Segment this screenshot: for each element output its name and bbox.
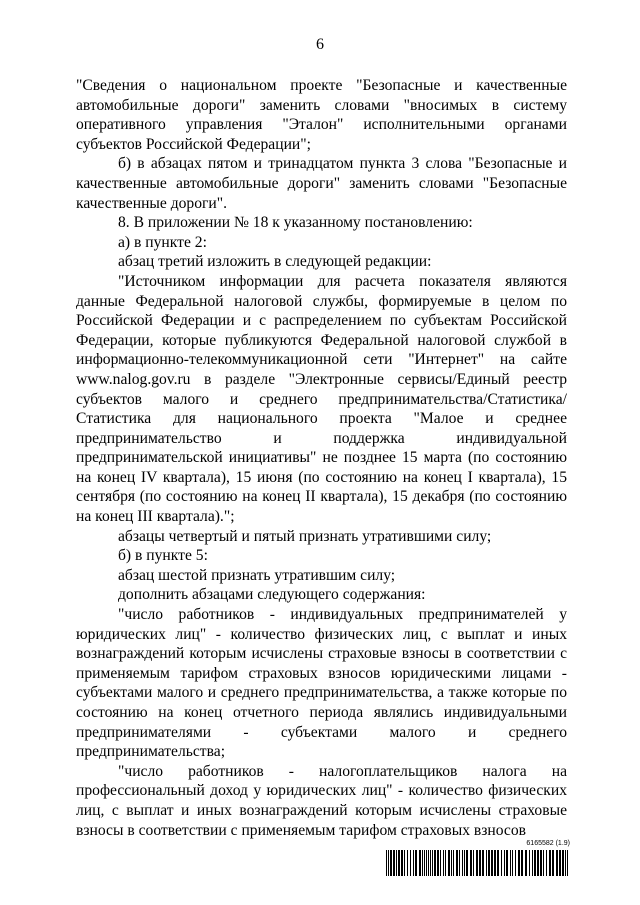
paragraph: абзац шестой признать утратившим силу;: [118, 566, 396, 584]
page-number: 6: [316, 36, 324, 53]
barcode-bar: [464, 850, 465, 876]
paragraph: "число работников - налогоплательщиков налога на профессиональный доход у юридических лиц" - количество физических лиц, с выплат и иных вознаграждений которым исчислены страховые взносы в соответствии с применяемым тарифом страховых взносов: [76, 762, 567, 839]
barcode-bar: [426, 850, 427, 876]
barcode-bar: [398, 850, 400, 876]
barcode-bar: [504, 850, 505, 876]
barcode-bar: [401, 850, 403, 876]
barcode-bar: [537, 850, 539, 876]
barcode-bar: [546, 850, 547, 876]
barcode-bar: [456, 850, 458, 876]
paragraph: б) в абзацах пятом и тринадцатом пункта 3 слова "Безопасные и качественные автомобильные дороги" заменить словами "Безопасные качественные дороги".: [76, 155, 567, 212]
barcode-bar: [448, 850, 450, 876]
barcode-bar: [506, 850, 508, 876]
barcode-bar: [529, 850, 530, 876]
paragraph: дополнить абзацами следующего содержания:: [118, 586, 426, 604]
barcode-bar: [451, 850, 452, 876]
barcode-bar: [390, 850, 392, 876]
barcode-bar: [552, 850, 554, 876]
paragraph: б) в пункте 5:: [118, 547, 208, 565]
barcode-bar: [437, 850, 439, 876]
barcode-bar: [422, 850, 423, 876]
barcode-bar: [434, 850, 436, 876]
barcode-bar: [424, 850, 425, 876]
barcode-bar: [486, 850, 487, 876]
barcode-bar: [565, 850, 566, 876]
barcode-bar: [497, 850, 499, 876]
barcode-bar: [445, 850, 446, 876]
barcode-bar: [473, 850, 474, 876]
barcode-bar: [466, 850, 468, 876]
barcode-bar: [562, 850, 564, 876]
barcode-bar: [440, 850, 441, 876]
paragraph: абзацы четвертый и пятый признать утратившими силу;: [118, 527, 492, 545]
barcode-bar: [415, 850, 417, 876]
barcode-bar: [479, 850, 481, 876]
barcode-bar: [525, 850, 527, 876]
barcode-bar: [556, 850, 558, 876]
barcode-bar: [482, 850, 484, 876]
barcode-bar: [470, 850, 472, 876]
barcode-bar: [567, 850, 568, 876]
paragraph: 8. В приложении № 18 к указанному постановлению:: [118, 214, 473, 232]
barcode-bar: [515, 850, 516, 876]
document-body: [76, 76, 567, 840]
paragraph: абзац третий изложить в следующей редакции:: [118, 253, 432, 271]
barcode-bar: [488, 850, 490, 876]
document-id: 6165582 (1.9): [526, 840, 570, 847]
paragraph: "число работников - индивидуальных предпринимателей у юридических лиц" - количество физических лиц, с выплат и иных вознаграждений которым исчислены страховые взносы в соответствии с применяемым тарифом страховых взносов юридическими лицами - субъектами малого и среднего предпринимательства, а также которые по состоянию на конец отчетного периода являлись индивидуальными предпринимателями - субъектами малого и среднего предпринимательства;: [76, 606, 567, 761]
barcode-bar: [510, 850, 511, 876]
barcode-block: [386, 840, 570, 876]
barcode-bar: [443, 850, 444, 876]
paragraph: а) в пункте 2:: [118, 233, 207, 251]
barcode-bar: [413, 850, 414, 876]
barcode-bar: [549, 850, 551, 876]
barcode-bar: [462, 850, 463, 876]
barcode-bar: [491, 850, 493, 876]
barcode-bar: [428, 850, 429, 876]
barcode-bar: [393, 850, 395, 876]
barcode-bar: [540, 850, 542, 876]
barcode-bar: [543, 850, 544, 876]
barcode-icon: [386, 850, 570, 876]
barcode-bar: [410, 850, 411, 876]
paragraph: "Источником информации для расчета показателя являются данные Федеральной налоговой службы, формируемые в целом по Российской Федерации и с распределением по субъектам Российской Федерации, которые публикуются Федеральной налоговой службой в информационно-телекоммуникационной сети "Интернет" на сайте www.nalog.gov.ru в разделе "Электронные сервисы/Единый реестр субъектов малого и среднего предпринимательства/Статистика/Статистика для национального проекта "Малое и среднее предпринимательство и поддержка индивидуальной предпринимательской инициативы" не позднее 15 марта (по состоянию на конец IV квартала), 15 июня (по состоянию на конец I квартала), 15 сентября (по состоянию на конец II квартала), 15 декабря (по состоянию на конец III квартала).";: [76, 272, 567, 526]
barcode-bar: [404, 850, 405, 876]
paragraph: "Сведения о национальном проекте "Безопасные и качественные автомобильные дороги" заменить словами "вносимых в систему оперативного управления "Эталон" исполнительными органами субъектов Российской Федерации";: [76, 77, 567, 153]
barcode-bar: [501, 850, 502, 876]
barcode-bar: [453, 850, 454, 876]
barcode-bar: [419, 850, 421, 876]
barcode-bar: [432, 850, 433, 876]
barcode-bar: [430, 850, 431, 876]
barcode-bar: [388, 850, 389, 876]
barcode-bar: [494, 850, 496, 876]
barcode-bar: [459, 850, 460, 876]
barcode-bar: [532, 850, 533, 876]
barcode-bar: [476, 850, 478, 876]
barcode-bar: [386, 850, 387, 876]
barcode-bar: [534, 850, 536, 876]
barcode-bar: [559, 850, 561, 876]
barcode-bar: [396, 850, 397, 876]
barcode-bar: [518, 850, 520, 876]
barcode-bar: [512, 850, 513, 876]
barcode-bar: [521, 850, 523, 876]
barcode-bar: [407, 850, 408, 876]
